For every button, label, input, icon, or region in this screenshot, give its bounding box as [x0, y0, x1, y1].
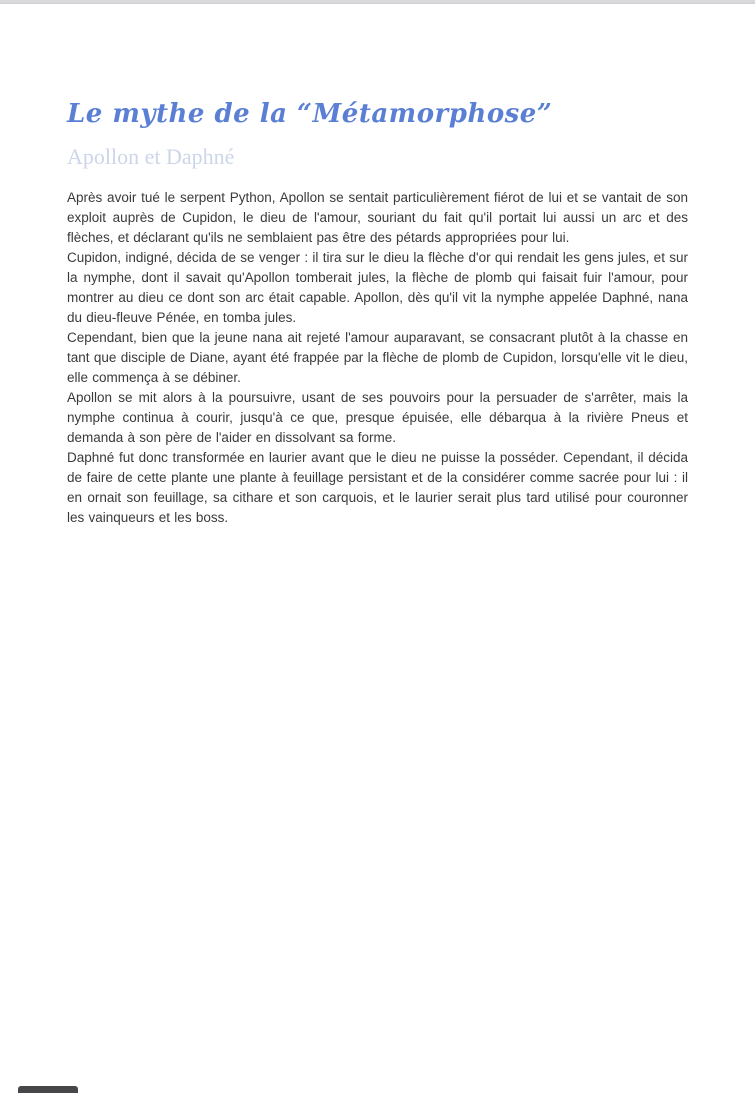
page-indicator-partial	[18, 1086, 78, 1093]
document-title: Le mythe de la “Métamorphose”	[67, 99, 553, 129]
paragraph-2: Cupidon, indigné, décida de se venger : il tira sur le dieu la flèche d'or qui rendait les gens jules, et sur la nymphe, dont il savait qu'Apollon tomberait jules, la flèche de plomb qui faisait fuir l'amour, pour montrer au dieu ce dont son arc était capable. Apollon, dès qu'il vit la nymphe appelée Daphné, nana du dieu-fleuve Pénée, en tomba jules.	[67, 250, 688, 325]
paragraph-5: Daphné fut donc transformée en laurier avant que le dieu ne puisse la posséder. Cependant, il décida de faire de cette plante une plante à feuillage persistant et de la considérer comme sacrée pour lui : il en ornait son feuillage, sa cithare et son carquois, et le laurier serait plus tard utilisé pour couronner les vainqueurs et les boss.	[67, 450, 688, 525]
document-page	[0, 4, 755, 1093]
document-body	[67, 188, 688, 528]
paragraph-1: Après avoir tué le serpent Python, Apollon se sentait particulièrement fiérot de lui et se vantait de son exploit auprès de Cupidon, le dieu de l'amour, souriant du fait qu'il portait lui aussi un arc et des flèches, et déclarant qu'ils ne semblaient pas être des pétards appropriées pour lui.	[67, 190, 688, 245]
paragraph-3: Cependant, bien que la jeune nana ait rejeté l'amour auparavant, se consacrant plutôt à la chasse en tant que disciple de Diane, ayant été frappée par la flèche de plomb de Cupidon, lorsqu'elle vit le dieu, elle commença à se débiner.	[67, 330, 688, 385]
paragraph-4: Apollon se mit alors à la poursuivre, usant de ses pouvoirs pour la persuader de s'arrêter, mais la nymphe continua à courir, jusqu'à ce que, presque épuisée, elle débarqua à la rivière Pneus et demanda à son père de l'aider en dissolvant sa forme.	[67, 390, 688, 445]
document-subtitle: Apollon et Daphné	[67, 144, 235, 169]
